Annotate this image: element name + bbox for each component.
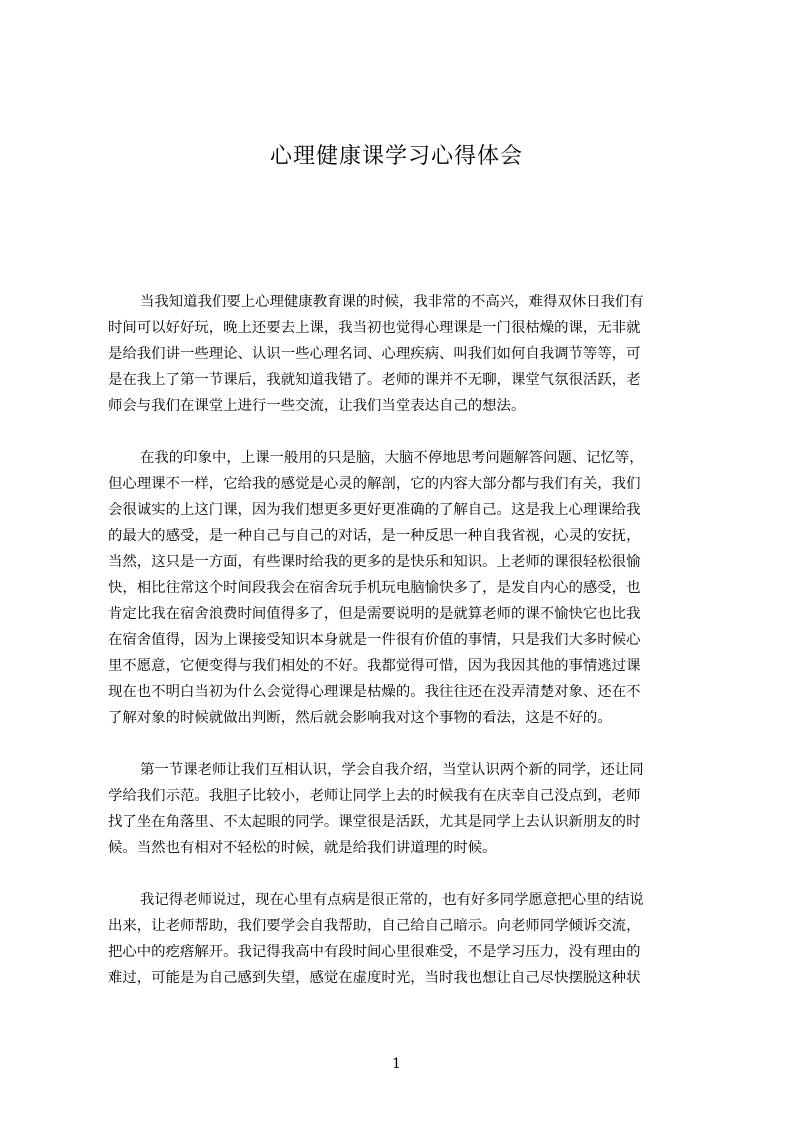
page-number: 1 bbox=[392, 1056, 401, 1072]
text-line: 是给我们讲一些理论、认识一些心理名词、心理疾病、叫我们如何自我调节等等，可 bbox=[108, 346, 641, 362]
text-line: 我记得老师说过，现在心里有点病是很正常的，也有好多同学愿意把心里的结说 bbox=[140, 892, 644, 908]
text-line: 师会与我们在课堂上进行一些交流，让我们当堂表达自己的想法。 bbox=[108, 398, 526, 414]
text-line: 的最大的感受，是一种自己与自己的对话，是一种反思一种自我省视，心灵的安抚， bbox=[108, 528, 641, 544]
text-line: 是在我上了第一节课后，我就知道我错了。老师的课并不无聊，课堂气氛很活跃，老 bbox=[108, 372, 641, 388]
text-line: 学给我们示范。我胆子比较小，老师让同学上去的时候我有在庆幸自己没点到，老师 bbox=[108, 788, 641, 804]
paragraph-2 bbox=[108, 445, 699, 731]
text-line: 当然，这只是一方面，有些课时给我的更多的是快乐和知识。上老师的课很轻松很愉 bbox=[108, 554, 641, 570]
text-line: 当我知道我们要上心理健康教育课的时候，我非常的不高兴，难得双休日我们有 bbox=[140, 294, 644, 310]
text-line: 时间可以好好玩，晚上还要去上课，我当初也觉得心理课是一门很枯燥的课，无非就 bbox=[108, 320, 641, 336]
document-body bbox=[108, 289, 699, 1017]
text-line: 了解对象的时候就做出判断，然后就会影响我对这个事物的看法，这是不好的。 bbox=[108, 710, 612, 726]
text-line: 找了坐在角落里、不太起眼的同学。课堂很是活跃，尤其是同学上去认识新朋友的时 bbox=[108, 814, 641, 830]
text-line: 把心中的疙瘩解开。我记得我高中有段时间心里很难受，不是学习压力，没有理由的 bbox=[108, 944, 641, 960]
text-line: 在宿舍值得，因为上课接受知识本身就是一件很有价值的事情，只是我们大多时候心 bbox=[108, 632, 641, 648]
text-line: 第一节课老师让我们互相认识，学会自我介绍，当堂认识两个新的同学，还让同 bbox=[140, 762, 644, 778]
document-title: 心理健康课学习心得体会 bbox=[269, 144, 523, 169]
text-line: 但心理课不一样，它给我的感觉是心灵的解剖，它的内容大部分都与我们有关，我们 bbox=[108, 476, 641, 492]
text-line: 出来，让老师帮助，我们要学会自我帮助，自己给自己暗示。向老师同学倾诉交流， bbox=[108, 918, 641, 934]
paragraph-4 bbox=[108, 887, 699, 991]
paragraph-3 bbox=[108, 757, 699, 861]
paragraph-1 bbox=[108, 289, 699, 419]
text-line: 难过，可能是为自己感到失望，感觉在虚度时光，当时我也想让自己尽快摆脱这种状 bbox=[108, 970, 641, 986]
text-line: 会很诚实的上这门课，因为我们想更多更好更准确的了解自己。这是我上心理课给我 bbox=[108, 502, 641, 518]
text-line: 在我的印象中，上课一般用的只是脑，大脑不停地思考问题解答问题、记忆等， bbox=[140, 450, 644, 466]
text-line: 快，相比往常这个时间段我会在宿舍玩手机玩电脑愉快多了，是发自内心的感受，也 bbox=[108, 580, 641, 596]
text-line: 现在也不明白当初为什么会觉得心理课是枯燥的。我往往还在没弄清楚对象、还在不 bbox=[108, 684, 641, 700]
text-line: 里不愿意，它便变得与我们相处的不好。我都觉得可惜，因为我因其他的事情逃过课 bbox=[108, 658, 641, 674]
text-line: 候。当然也有相对不轻松的时候，就是给我们讲道理的时候。 bbox=[108, 840, 497, 856]
text-line: 肯定比我在宿舍浪费时间值得多了，但是需要说明的是就算老师的课不愉快它也比我 bbox=[108, 606, 641, 622]
